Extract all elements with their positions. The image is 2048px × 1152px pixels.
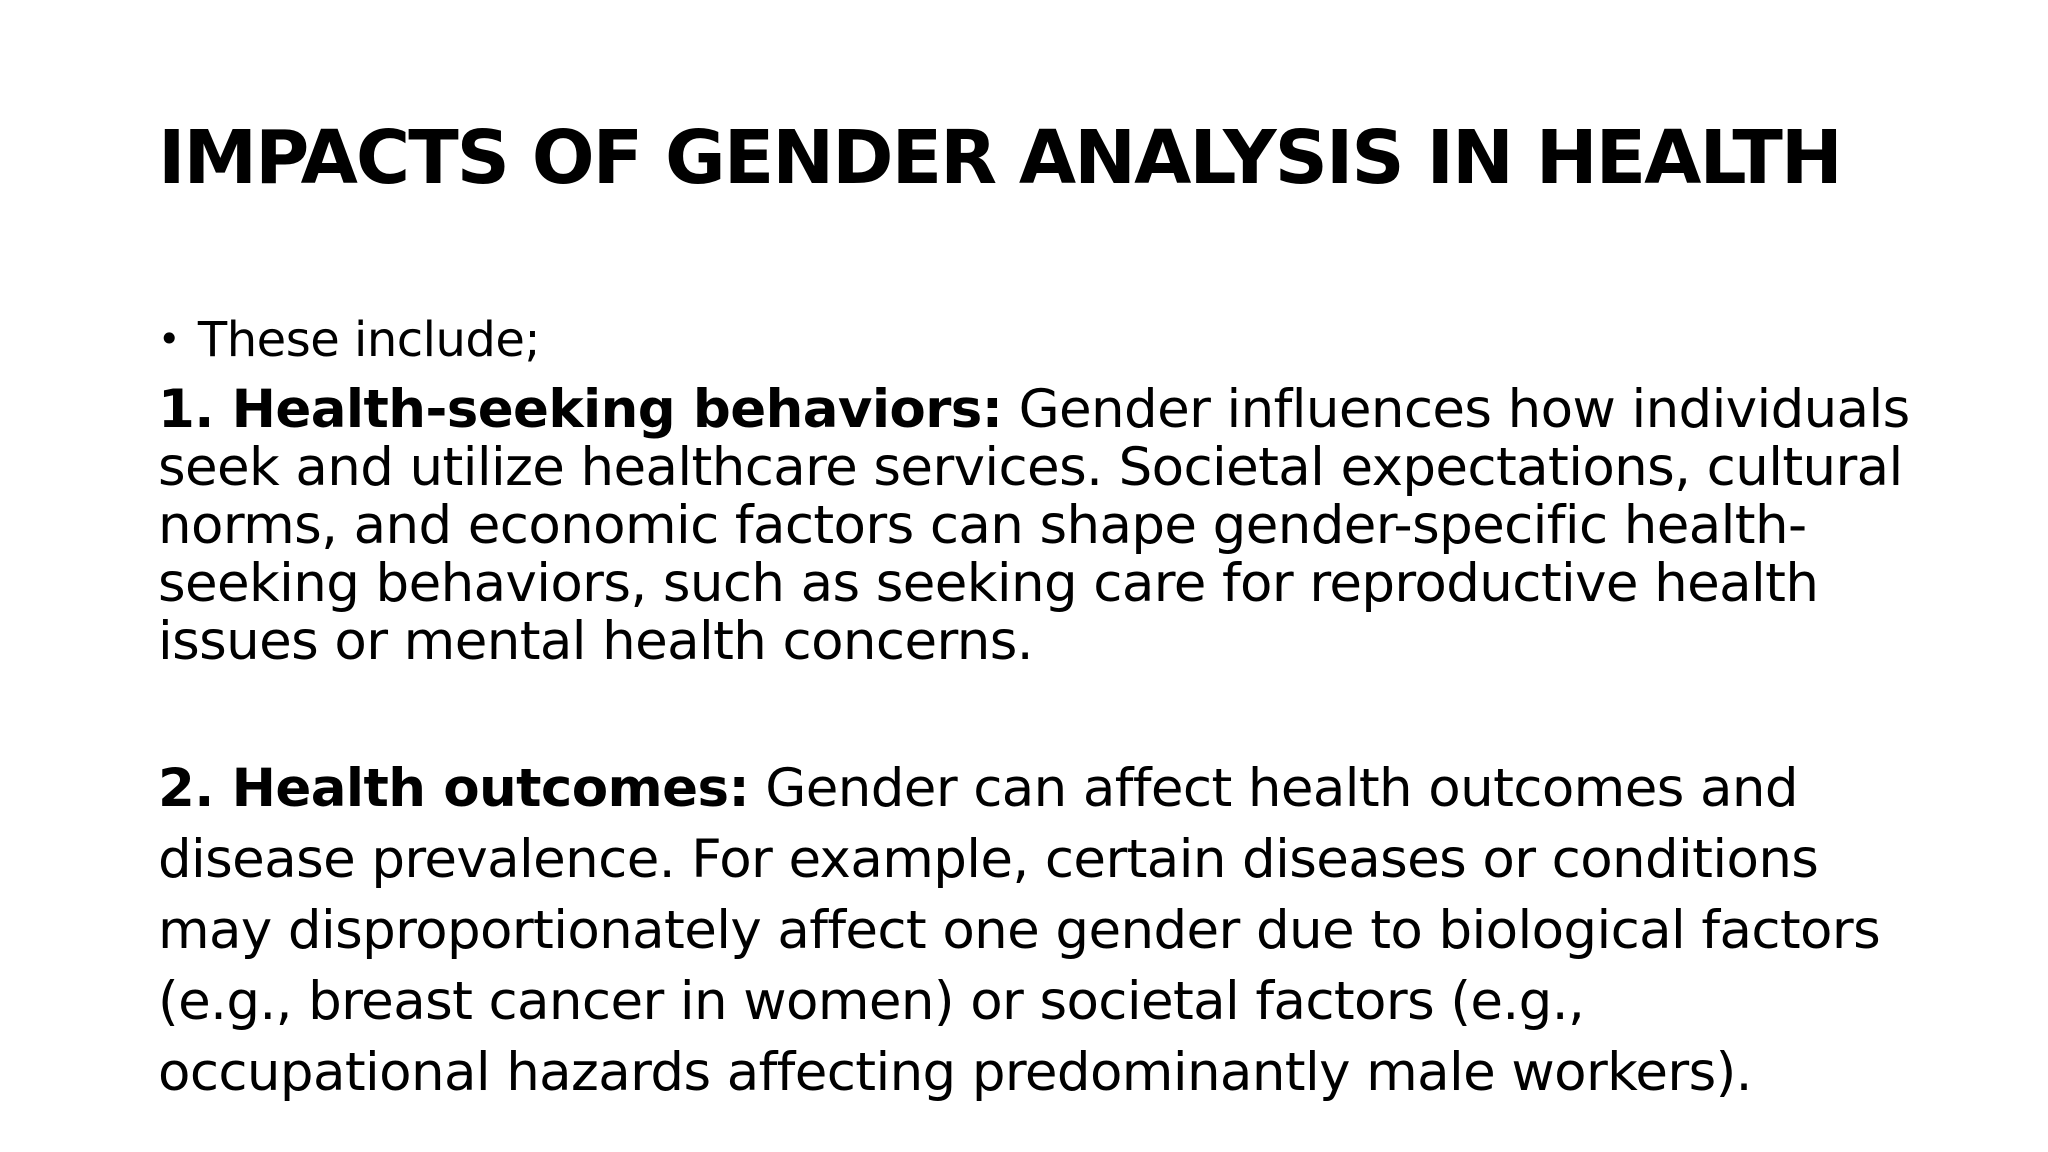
bullet-text: These include; — [197, 312, 541, 368]
bullet-point — [158, 312, 1928, 371]
list-item-health-outcomes — [158, 753, 1928, 1108]
slide-content — [158, 312, 1928, 1108]
list-item-body: Gender can affect health outcomes and disease prevalence. For example, certain diseases or conditions may disproportionately affect one gender due to biological factors (e.g., breast cancer in women) or societal factors (e.g., occupational hazards affecting predominantly male workers). — [158, 758, 1881, 1103]
list-item-lead: 1. Health-seeking behaviors: — [158, 379, 1003, 440]
list-item-lead: 2. Health outcomes: — [158, 758, 750, 819]
list-item-body: Gender influences how individuals seek and utilize healthcare services. Societal expectations, cultural norms, and economic factors can shape gender-specific health-seeking behaviors, such as seeking care for reproductive health issues or mental health concerns. — [158, 379, 1910, 672]
slide-title: IMPACTS OF GENDER ANALYSIS IN HEALTH — [158, 115, 1841, 201]
list-item-health-seeking-behaviors — [158, 381, 1928, 671]
bullet-icon: • — [158, 317, 180, 361]
